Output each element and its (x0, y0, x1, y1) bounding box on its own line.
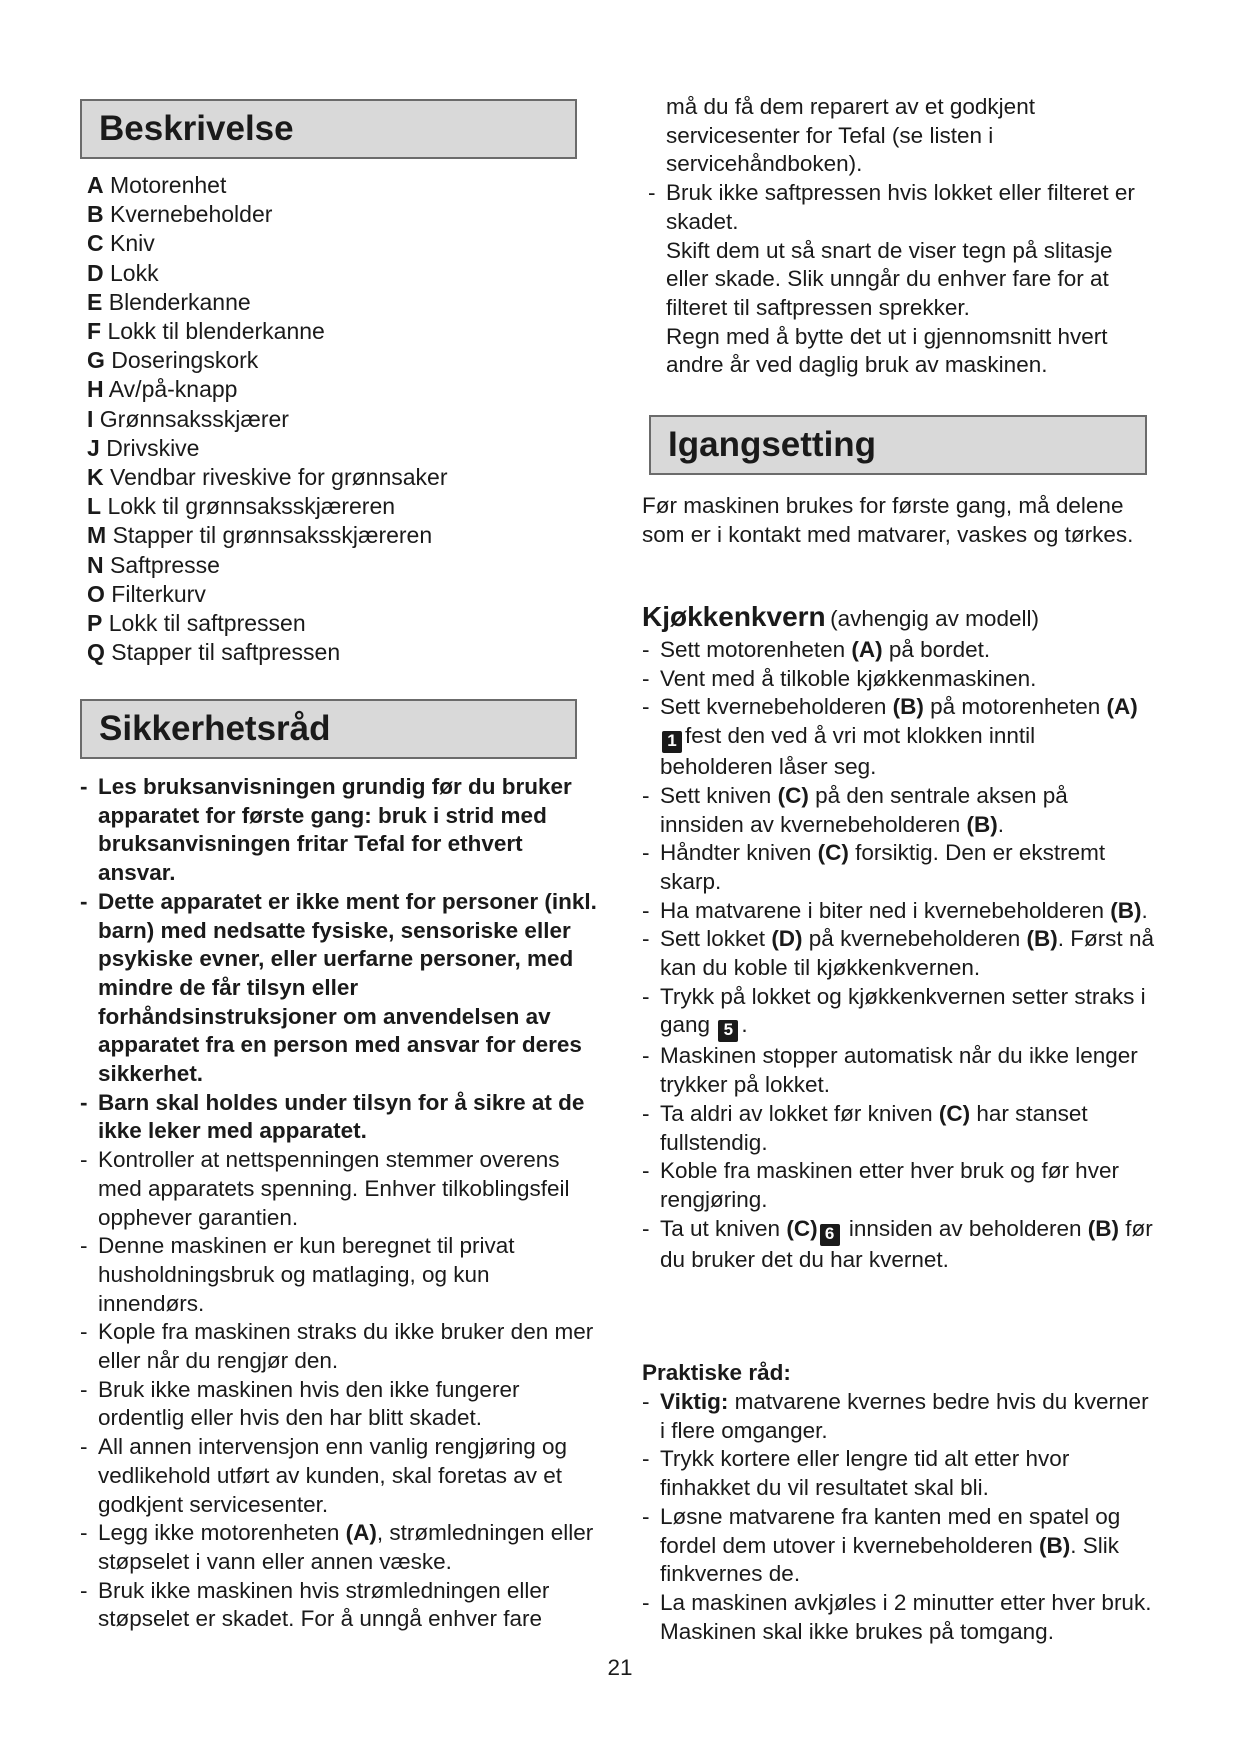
legend-item (87, 259, 448, 288)
legend-letter: C (87, 230, 104, 257)
safety-item: - All annen intervensjon enn vanlig rengjøring og vedlikehold utført av kunden, skal foretas av et godkjent servicesenter. (80, 1433, 600, 1519)
step-item: - Koble fra maskinen etter hver bruk og før hver rengjøring. (642, 1157, 1154, 1214)
text-run: forsiktig. Den er ekstremt skarp. (660, 840, 1106, 894)
figure-ref-badge: 5 (718, 1020, 738, 1042)
safety-list (80, 773, 600, 1634)
legend-letter: M (87, 522, 107, 549)
text-run: Sett motorenheten (660, 637, 852, 662)
legend-letter: D (87, 259, 104, 286)
text-run: . Først nå kan du koble til kjøkkenkvernen. (660, 926, 1154, 981)
legend-text: Av/på-knapp (108, 376, 238, 403)
text-run: , strømledningen eller støpselet i vann eller annen væske. (98, 1520, 594, 1574)
legend-item (87, 229, 448, 258)
tip-item (642, 1503, 1154, 1589)
praktiske-heading: Praktiske råd: (642, 1360, 791, 1385)
legend-letter: P (87, 610, 103, 637)
part-ref: (C) (817, 840, 849, 866)
legend-letter: J (87, 434, 100, 461)
legend-item (87, 492, 448, 521)
safety-item-bold: - Les bruksanvisningen grundig før du bruker apparatet for første gang: bruk i strid med bruksanvisningen fritar Tefal for ethvert ansvar. (80, 773, 600, 888)
kjokkenkvern-steps (642, 636, 1154, 1274)
parts-legend (87, 171, 448, 667)
legend-letter: K (87, 464, 104, 491)
part-ref: (B) (1038, 1532, 1071, 1558)
legend-letter: A (87, 172, 104, 198)
legend-text: Kvernebeholder (110, 201, 273, 228)
legend-text: Blenderkanne (108, 288, 251, 315)
figure-ref-badge: 1 (662, 731, 682, 753)
legend-letter: E (87, 288, 103, 315)
text-run: Legg ikke motorenheten (98, 1520, 346, 1546)
legend-text: Kniv (110, 230, 155, 257)
legend-text: Drivskive (106, 434, 200, 461)
text-run: Håndter kniven (660, 840, 818, 866)
legend-text: Filterkurv (111, 580, 206, 607)
safety-item: - Denne maskinen er kun beregnet til privat husholdningsbruk og matlaging, og kun innendørs. (80, 1232, 600, 1318)
igangsetting-intro: Før maskinen brukes for første gang, må delene som er i kontakt med matvarer, vaskes og tørkes. (642, 493, 1134, 547)
text-run: fest den ved å vri mot klokken inntil beholderen låser seg. (660, 723, 1036, 780)
part-ref: (B) (966, 811, 998, 837)
step-item (642, 782, 1154, 839)
legend-letter: F (87, 318, 102, 345)
legend-text: Doseringskork (111, 347, 259, 374)
part-ref: (C) (938, 1100, 971, 1126)
section-heading-igangsetting: Igangsetting (649, 415, 1147, 475)
legend-item (87, 580, 448, 609)
legend-item (87, 521, 448, 550)
legend-letter: I (87, 405, 94, 432)
text-run: . (1141, 897, 1148, 923)
legend-item (87, 434, 448, 463)
legend-text: Vendbar riveskive for grønnsaker (110, 464, 448, 491)
legend-letter: H (87, 376, 104, 403)
legend-text: Motorenhet (110, 172, 227, 198)
step-item: - Vent med å tilkoble kjøkkenmaskinen. (642, 665, 1154, 694)
text-run: på bordet. (882, 637, 991, 662)
part-ref: (B) (1087, 1215, 1119, 1241)
text-run: før du bruker det du har kvernet. (660, 1215, 1153, 1272)
text-run: Trykk på lokket og kjøkkenkvernen setter straks i gang (660, 983, 1146, 1038)
legend-letter: G (87, 347, 105, 374)
tip-item: - Trykk kortere eller lengre tid alt etter hvor finhakket du vil resultatet skal bli. (642, 1445, 1154, 1502)
legend-text: Saftpresse (110, 551, 220, 578)
part-ref: (C) (777, 782, 809, 808)
legend-text: Lokk (110, 259, 159, 286)
legend-item (87, 463, 448, 492)
legend-text: Lokk til saftpressen (108, 610, 306, 637)
part-ref: (A) (345, 1520, 377, 1546)
legend-text: Lokk til grønnsaksskjæreren (107, 493, 396, 520)
page-number: 21 (607, 1655, 633, 1680)
legend-letter: N (87, 551, 104, 578)
legend-text: Grønnsaksskjærer (99, 405, 289, 432)
legend-item (87, 346, 448, 375)
legend-item (87, 317, 448, 346)
tip-label: Viktig: (660, 1389, 729, 1414)
section-heading-sikkerhetsrad: Sikkerhetsråd (80, 699, 577, 759)
continued-paragraph: må du få dem reparert av et godkjent servicesenter for Tefal (se listen i servicehåndboken). (666, 94, 1035, 177)
legend-item (87, 551, 448, 580)
kjokkenkvern-heading (642, 601, 1039, 633)
legend-text: Lokk til blenderkanne (107, 318, 325, 345)
filter-item: - Bruk ikke saftpressen hvis lokket eller filteret er skadet. (648, 179, 1153, 236)
safety-item: - Kontroller at nettspenningen stemmer overens med apparatets spenning. Enhver tilkoblingsfeil opphever garantien. (80, 1146, 600, 1232)
text-run: Sett lokket (660, 926, 772, 952)
legend-letter: O (87, 580, 105, 607)
tip-item: - La maskinen avkjøles i 2 minutter etter hver bruk. Maskinen skal ikke brukes på tomgang. (642, 1589, 1154, 1646)
text-run: på motorenheten (923, 694, 1107, 720)
step-item (642, 693, 1154, 781)
text-run: Ha matvarene i biter ned i kvernebeholderen (660, 897, 1111, 923)
text-run: . Slik finkvernes de. (660, 1532, 1119, 1587)
step-item: - Maskinen stopper automatisk når du ikke lenger trykker på lokket. (642, 1042, 1154, 1099)
text-run: innsiden av beholderen (842, 1215, 1088, 1241)
praktiske-list (642, 1388, 1154, 1646)
step-item (642, 636, 1154, 665)
legend-letter: Q (87, 639, 105, 666)
part-ref: (B) (1110, 897, 1142, 923)
text-run: Løsne matvarene fra kanten med en spatel og fordel dem utover i kvernebeholderen (660, 1503, 1121, 1558)
filter-list (648, 179, 1153, 380)
text-run: har stanset fullstendig. (660, 1100, 1088, 1155)
step-item (642, 983, 1154, 1043)
legend-text: Stapper til saftpressen (111, 639, 341, 666)
safety-item-bold: - Dette apparatet er ikke ment for personer (inkl. barn) med nedsatte fysiske, sensoriske eller psykiske evner, eller uerfarne personer, med mindre de får tilsyn eller forhåndsinstruksjoner om anvendelsen av apparatet fra en person med ansvar for deres sikkerhet. (80, 888, 600, 1089)
legend-letter: L (87, 493, 102, 520)
legend-item (87, 288, 448, 317)
safety-item: - Bruk ikke maskinen hvis den ikke fungerer ordentlig eller hvis den har blitt skadet. (80, 1376, 600, 1433)
kjokkenkvern-title: Kjøkkenkvern (642, 601, 826, 632)
text-run: på kvernebeholderen (802, 926, 1027, 952)
legend-item (87, 405, 448, 434)
legend-item (87, 609, 448, 638)
legend-text: Stapper til grønnsaksskjæreren (112, 522, 433, 549)
figure-ref-badge: 6 (820, 1224, 840, 1246)
safety-item: - Bruk ikke maskinen hvis strømledningen eller støpselet er skadet. For å unngå enhver fare (80, 1577, 600, 1634)
section-heading-beskrivelse: Beskrivelse (80, 99, 577, 159)
text-run: på den sentrale aksen på innsiden av kvernebeholderen (660, 782, 1068, 837)
part-ref: (A) (1106, 694, 1138, 720)
right-top-block (648, 93, 1153, 380)
text-run: . (997, 811, 1004, 837)
legend-item (87, 171, 448, 200)
legend-letter: B (87, 201, 104, 228)
step-item (642, 925, 1154, 982)
legend-item (87, 200, 448, 229)
part-ref: (A) (851, 637, 883, 662)
kjokkenkvern-subtitle: (avhengig av modell) (830, 606, 1039, 631)
tip-item (642, 1388, 1154, 1445)
text-run: Ta aldri av lokket før kniven (660, 1100, 939, 1126)
step-item (642, 897, 1154, 926)
step-item (642, 1100, 1154, 1157)
text-run: Sett kniven (660, 782, 778, 808)
step-item (642, 1215, 1154, 1275)
filter-item: Skift dem ut så snart de viser tegn på slitasje eller skade. Slik unngår du enhver fare for at filteret til saftpressen sprekker. (666, 237, 1113, 320)
part-ref: (B) (1026, 926, 1058, 952)
part-ref: (C) (786, 1215, 818, 1241)
text-run: Sett kvernebeholderen (660, 694, 893, 720)
filter-item: Regn med å bytte det ut i gjennomsnitt hvert andre år ved daglig bruk av maskinen. (666, 323, 1108, 378)
legend-item (87, 638, 448, 667)
step-item (642, 839, 1154, 896)
safety-item: - Kople fra maskinen straks du ikke bruker den mer eller når du rengjør den. (80, 1318, 600, 1375)
legend-item (87, 375, 448, 404)
text-run: . (741, 1012, 748, 1038)
part-ref: (B) (892, 694, 924, 720)
safety-item-bold: - Barn skal holdes under tilsyn for å sikre at de ikke leker med apparatet. (80, 1089, 600, 1146)
text-run: Ta ut kniven (660, 1215, 787, 1241)
text-run: matvarene kvernes bedre hvis du kverner i flere omganger. (660, 1389, 1149, 1443)
part-ref: (D) (771, 926, 803, 952)
safety-item (80, 1519, 600, 1576)
